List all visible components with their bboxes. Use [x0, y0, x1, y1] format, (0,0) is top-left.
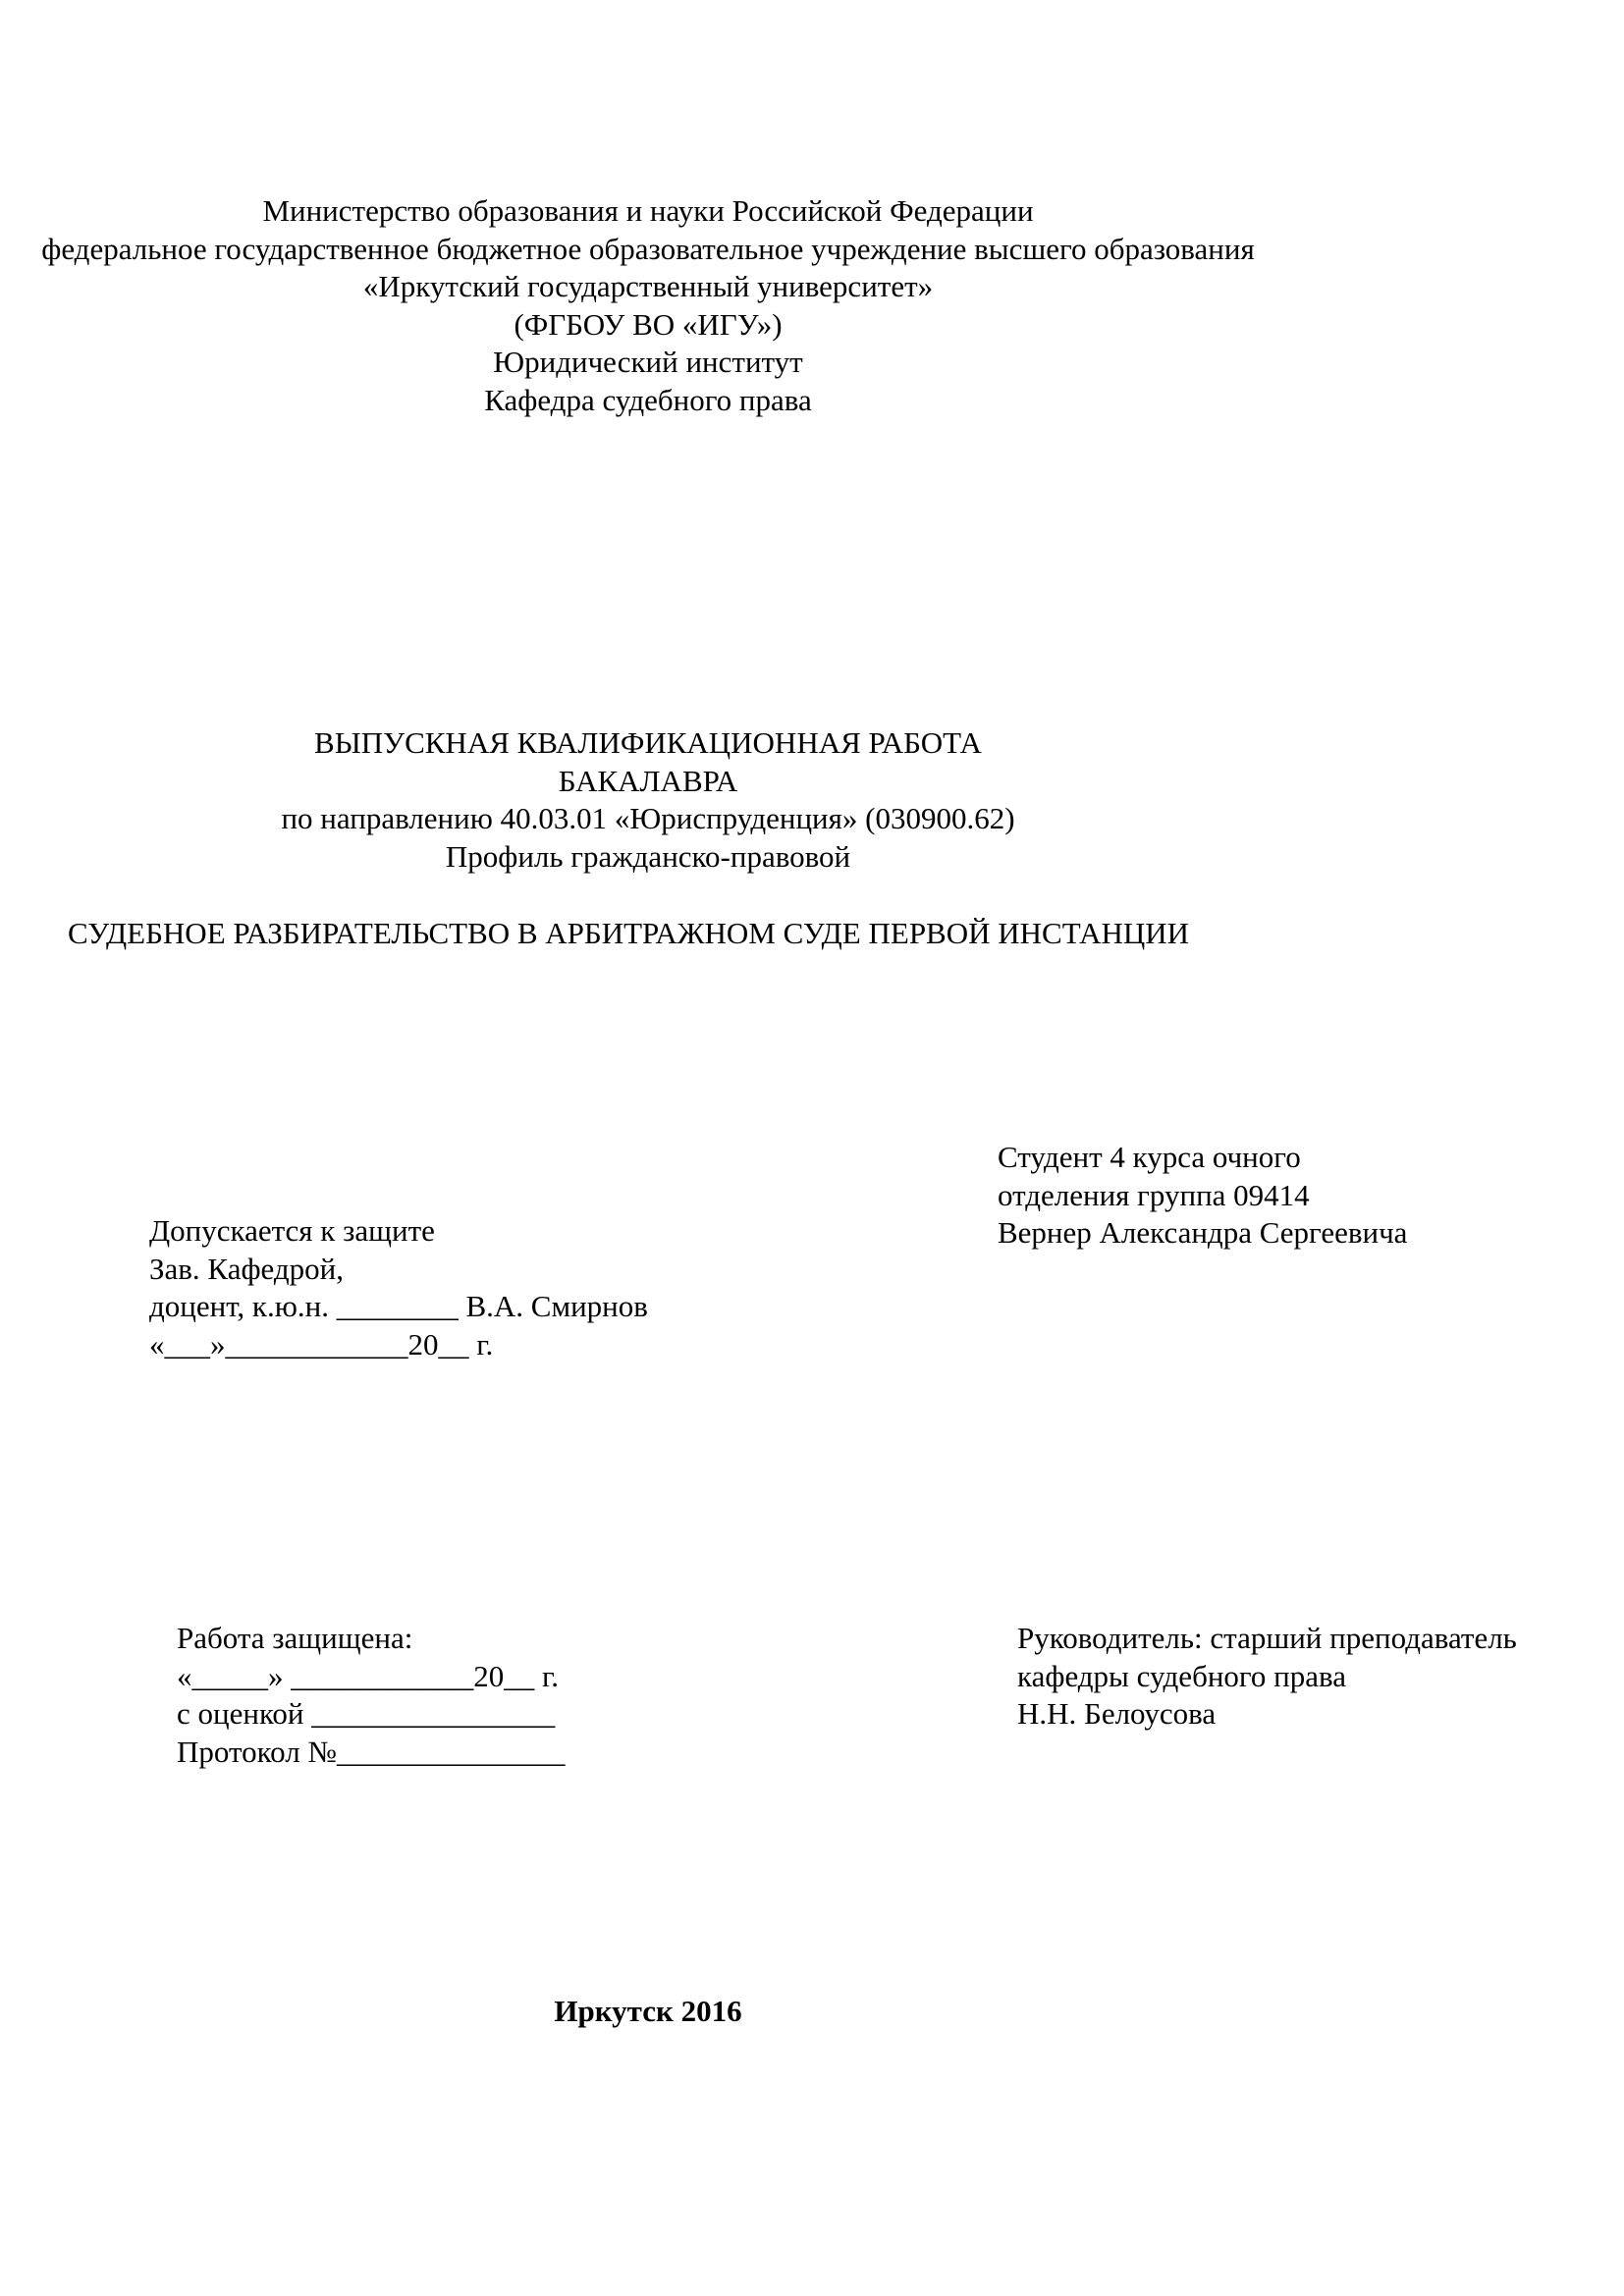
department-line: Кафедра судебного права	[484, 382, 812, 417]
head-signature-line: доцент, к.ю.н. ________ В.А. Смирнов	[149, 1289, 648, 1323]
program-line: по направлению 40.03.01 «Юриспруденция» (030900.62)	[281, 801, 1015, 835]
university-name-line: «Иркутский государственный университет»	[362, 269, 934, 303]
supervisor-info	[1017, 1620, 1606, 1734]
student-group-line: отделения группа 09414	[998, 1177, 1310, 1212]
organization-header	[0, 192, 1542, 419]
student-info	[998, 1139, 1587, 1253]
student-name-line: Вернер Александра Сергеевича	[998, 1215, 1408, 1250]
supervisor-department-line: кафедры судебного права	[1017, 1658, 1346, 1693]
admission-heading-line: Допускается к защите	[149, 1213, 435, 1248]
work-type-line: ВЫПУСКНАЯ КВАЛИФИКАЦИОННАЯ РАБОТА	[314, 725, 982, 760]
profile-line: Профиль гражданско-правовой	[445, 838, 851, 874]
thesis-theme-text: СУДЕБНОЕ РАЗБИРАТЕЛЬСТВО В АРБИТРАЖНОМ СУДЕ ПЕРВОЙ ИНСТАНЦИИ	[67, 916, 1190, 950]
admission-date-line: «___»____________20__ г.	[149, 1326, 494, 1362]
supervisor-name-line: Н.Н. Белоусова	[1017, 1696, 1217, 1731]
admission-approval	[149, 1212, 837, 1363]
head-of-department-line: Зав. Кафедрой,	[149, 1251, 345, 1286]
defense-heading-line: Работа защищена:	[177, 1621, 413, 1655]
student-course-line: Студент 4 курса очного	[998, 1140, 1301, 1174]
work-title-block	[0, 724, 1542, 876]
university-abbreviation-line: (ФГБОУ ВО «ИГУ»)	[514, 306, 783, 342]
institute-line: Юридический институт	[493, 345, 803, 379]
defense-grade-line: с оценкой ________________	[177, 1696, 556, 1731]
degree-line: БАКАЛАВРА	[558, 763, 738, 798]
thesis-theme	[0, 915, 1522, 953]
city-year-footer	[0, 1993, 1542, 2031]
defense-date-line: «_____» ____________20__ г.	[177, 1658, 559, 1693]
supervisor-position-line: Руководитель: старший преподаватель	[1017, 1621, 1517, 1655]
defense-record	[177, 1620, 864, 1771]
institution-type-line: федеральное государственное бюджетное образовательное учреждение высшего образования	[41, 231, 1255, 266]
city-year-text: Иркутск 2016	[554, 1994, 742, 2028]
defense-protocol-line: Протокол №_______________	[177, 1734, 566, 1769]
ministry-line: Министерство образования и науки Российской Федерации	[262, 193, 1034, 228]
